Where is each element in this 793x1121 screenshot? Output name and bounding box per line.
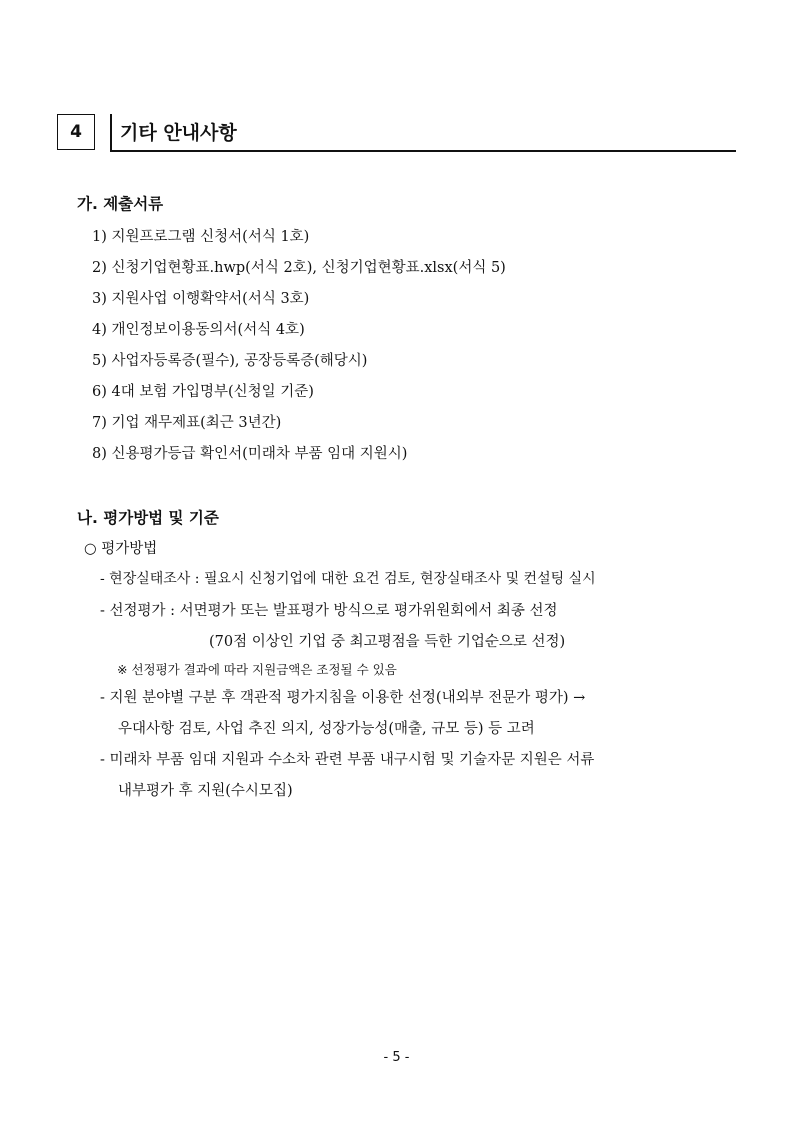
evaluation-line: - 현장실태조사 : 필요시 신청기업에 대한 요건 검토, 현장실태조사 및 컨설팅 실시 <box>100 571 596 587</box>
section-divider-bar <box>110 114 112 151</box>
documents-heading: 가. 제출서류 <box>77 195 164 213</box>
page-number: - 5 - <box>383 1050 410 1065</box>
document-item: 5) 사업자등록증(필수), 공장등록증(해당시) <box>92 353 368 369</box>
document-item: 6) 4대 보험 가입명부(신청일 기준) <box>92 384 314 400</box>
document-item: 3) 지원사업 이행확약서(서식 3호) <box>92 291 310 307</box>
section-title: 기타 안내사항 <box>120 122 237 144</box>
evaluation-line: - 미래차 부품 임대 지원과 수소차 관련 부품 내구시험 및 기술자문 지원은 서류 <box>100 752 595 768</box>
evaluation-line: 우대사항 검토, 사업 추진 의지, 성장가능성(매출, 규모 등) 등 고려 <box>118 721 535 737</box>
document-item: 2) 신청기업현황표.hwp(서식 2호), 신청기업현황표.xlsx(서식 5) <box>92 260 506 276</box>
evaluation-line: 내부평가 후 지원(수시모집) <box>118 783 293 799</box>
evaluation-note: ※ 선정평가 결과에 따라 지원금액은 조정될 수 있음 <box>117 662 397 677</box>
evaluation-method-label: ○ 평가방법 <box>84 541 158 557</box>
section-number: 4 <box>70 122 82 142</box>
evaluation-line: (70점 이상인 기업 중 최고평점을 득한 기업순으로 선정) <box>209 634 566 650</box>
document-item: 4) 개인정보이용동의서(서식 4호) <box>92 322 305 338</box>
evaluation-line: - 지원 분야별 구분 후 객관적 평가지침을 이용한 선정(내외부 전문가 평가) → <box>100 690 586 706</box>
section-underline <box>110 150 736 152</box>
document-item: 8) 신용평가등급 확인서(미래차 부품 임대 지원시) <box>92 446 408 462</box>
evaluation-line: - 선정평가 : 서면평가 또는 발표평가 방식으로 평가위원회에서 최종 선정 <box>100 603 558 619</box>
section-number-box <box>57 114 95 150</box>
evaluation-heading: 나. 평가방법 및 기준 <box>77 509 219 527</box>
document-item: 1) 지원프로그램 신청서(서식 1호) <box>92 229 310 245</box>
document-item: 7) 기업 재무제표(최근 3년간) <box>92 415 282 431</box>
